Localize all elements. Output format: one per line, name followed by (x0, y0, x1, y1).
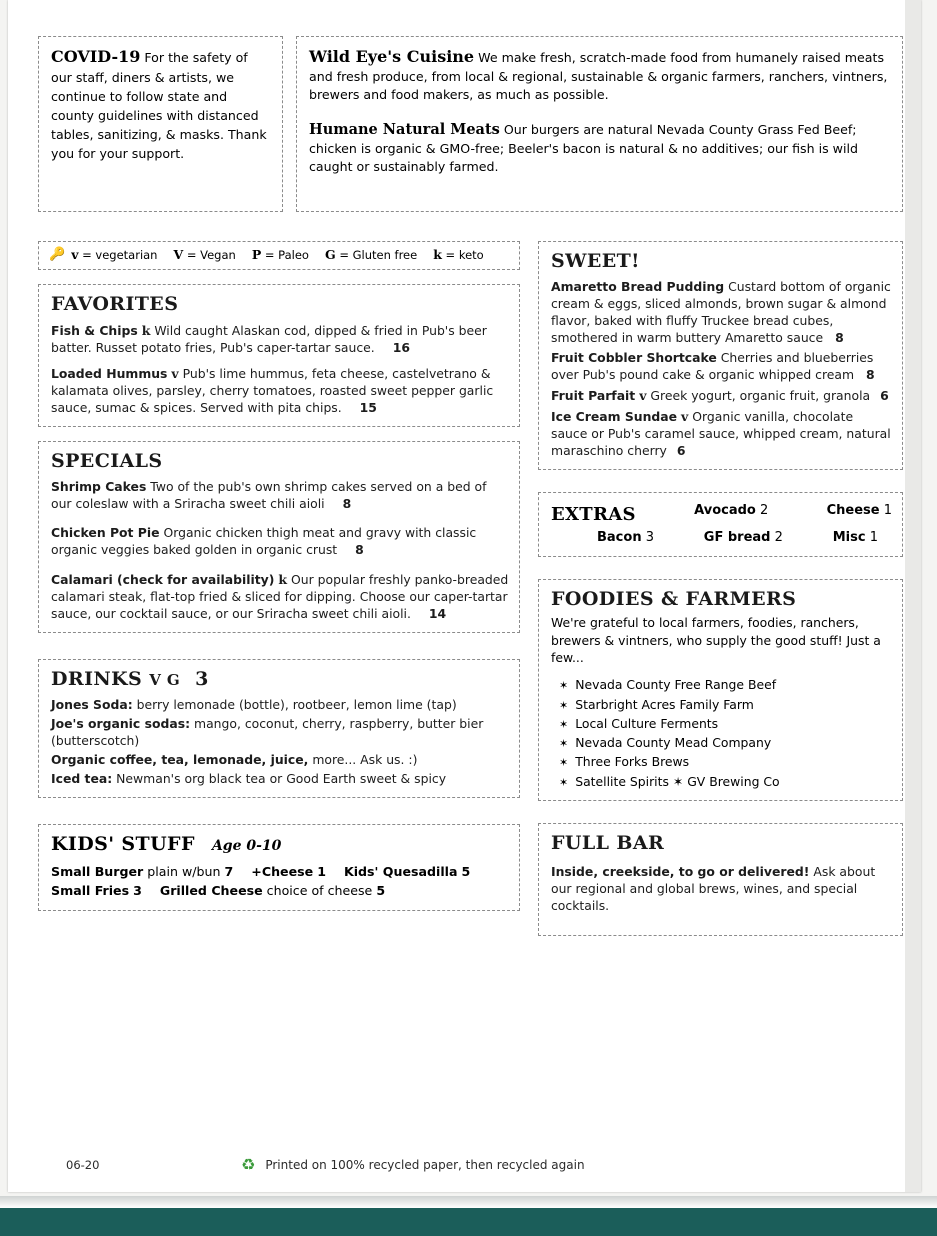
legend-box (38, 241, 520, 270)
legend-entry-paleo (252, 247, 309, 263)
item-name: Iced tea: (51, 770, 113, 786)
footer (38, 1155, 903, 1174)
list-item: ✶ Nevada County Mead Company (559, 733, 892, 752)
item-name: Small Fries (51, 883, 130, 899)
legend-label: = Paleo (264, 248, 309, 262)
kids-line-1 (51, 862, 509, 882)
extras-row-1 (551, 501, 892, 528)
sweet-section (538, 241, 903, 470)
item-mark: v (639, 387, 647, 403)
menu-item (51, 479, 509, 513)
item-desc: Organic vanilla, chocolate sauce or Pub's caramel sauce, whipped cream, natural maraschino cherry (551, 408, 891, 458)
item-mark: v (681, 408, 689, 424)
extras-item (827, 501, 892, 528)
item-name: Organic coffee, tea, lemonade, juice, (51, 751, 309, 767)
menu-sheet (8, 0, 921, 1192)
extras-item (704, 528, 783, 548)
item-desc: Newman's org black tea or Good Earth sweet & spicy (116, 770, 447, 786)
foodies-list (551, 675, 892, 790)
drinks-price: 3 (195, 667, 209, 690)
left-column (38, 241, 520, 911)
sweet-title: SWEET! (551, 250, 640, 272)
foodies-title: FOODIES & FARMERS (551, 588, 797, 611)
item-price: 15 (359, 399, 377, 415)
item-desc: plain w/bun (147, 863, 221, 879)
foodies-intro: We're grateful to local farmers, foodies, ranchers, brewers & vintners, who supply the good stuff! Just a few... (551, 615, 881, 666)
menu-item (51, 752, 509, 769)
item-desc: mango, coconut, cherry, raspberry, butter bier (butterscotch) (51, 715, 484, 748)
specials-section (38, 441, 520, 633)
page-right-gutter (905, 0, 921, 1192)
extras-item (597, 528, 654, 548)
kids-line-2 (51, 881, 509, 901)
cuisine-body: We make fresh, scratch-made food from humanely raised meats and fresh produce, from local & regional, sustainable & organic farmers, ranchers, vintners, brewers and food makers, as much as possible. (309, 50, 888, 103)
extras-item (694, 501, 768, 528)
item-price: 3 (133, 883, 142, 899)
extras-item (833, 528, 878, 548)
item-price: 5 (461, 863, 471, 879)
legend-symbol: G (324, 247, 336, 262)
menu-item (51, 716, 509, 750)
item-name: Chicken Pot Pie (51, 524, 160, 540)
item-price: 14 (428, 605, 447, 621)
item-name: Fruit Parfait (551, 387, 636, 403)
favorites-section (38, 284, 520, 427)
legend-entry-vegetarian (71, 247, 157, 263)
covid-note (38, 36, 283, 212)
favorites-title: FAVORITES (51, 292, 179, 315)
fullbar-lead: Inside, creekside, to go or delivered! (551, 863, 810, 879)
right-column (538, 241, 903, 936)
list-item: ✶ Nevada County Free Range Beef (559, 675, 892, 694)
item-price: 7 (224, 863, 234, 879)
item-name: Fish & Chips (51, 322, 138, 338)
menu-item (51, 365, 509, 417)
item-price: 2 (774, 529, 783, 545)
item-mark: k (141, 322, 151, 338)
item-name: Amaretto Bread Pudding (551, 279, 725, 294)
cuisine-note (296, 36, 903, 212)
item-desc: Custard bottom of organic cream & eggs, sliced almonds, brown sugar & almond flavor, baked with fluffy Truckee bread cubes, smothered in warm buttery Amaretto sauce (551, 279, 891, 345)
menu-content (38, 36, 903, 1156)
item-desc: Pub's lime hummus, feta cheese, castelvetrano & kalamata olives, parsley, cherry tomatoes, roasted sweet pepper garlic sauce, sumac & spices. Served with pita chips. (51, 365, 494, 415)
item-price: 1 (869, 529, 878, 545)
item-price: 16 (392, 339, 410, 355)
item-desc: Cherries and blueberries over Pub's pound cake & organic whipped cream (551, 349, 874, 382)
fullbar-text: Ask about our regional and global brews, wines, and special cocktails. (551, 863, 876, 913)
menu-item (551, 350, 892, 384)
legend-entry-glutenfree (325, 247, 417, 263)
item-mark: v (171, 365, 179, 381)
menu-item (551, 279, 892, 347)
menu-item (51, 525, 509, 559)
item-desc: choice of cheese (266, 883, 373, 899)
list-item: ✶ Starbright Acres Family Farm (559, 695, 892, 714)
item-name: Kids' Quesadilla (343, 863, 458, 879)
meats-body: Our burgers are natural Nevada County Grass Fed Beef; chicken is organic & GMO-free; Beeler's bacon is natural & no additives; our fish is wild caught or sustainably farmed. (309, 121, 858, 174)
fullbar-body (551, 864, 892, 915)
extras-title: EXTRAS (551, 503, 636, 525)
item-price: 6 (880, 387, 889, 403)
kids-header (51, 833, 509, 855)
legend-symbol: V (173, 247, 184, 262)
item-name: Small Burger (51, 863, 144, 879)
legend-entry-keto (433, 247, 484, 263)
item-price: 8 (866, 366, 875, 382)
legend-entry-vegan (173, 247, 235, 263)
item-price: 8 (355, 541, 364, 557)
kids-title: KIDS' STUFF (51, 832, 195, 855)
kids-section (38, 824, 520, 911)
item-price: 3 (645, 529, 654, 545)
menu-item (51, 571, 509, 623)
item-name: Misc (832, 529, 866, 545)
covid-title: COVID-19 (51, 47, 141, 66)
item-name: Jones Soda: (51, 696, 133, 712)
footer-note: Printed on 100% recycled paper, then recycled again (265, 1157, 585, 1172)
menu-item (551, 408, 892, 460)
item-price: 5 (376, 883, 386, 899)
menu-item (51, 697, 509, 714)
item-name: Shrimp Cakes (51, 478, 147, 494)
legend-label: = keto (445, 248, 484, 262)
drinks-title (51, 668, 509, 690)
item-price: 8 (835, 329, 844, 345)
list-item: ✶ Satellite Spirits ✶ GV Brewing Co (559, 772, 892, 791)
item-name: Avocado (694, 502, 756, 518)
legend-symbol: k (433, 247, 442, 262)
item-name: Ice Cream Sundae (551, 408, 678, 424)
item-desc: Greek yogurt, organic fruit, granola (650, 387, 871, 403)
item-name: Bacon (597, 529, 642, 545)
footer-date: 06-20 (66, 1157, 100, 1172)
item-desc: Organic chicken thigh meat and gravy with classic organic veggies baked golden in organic crust (51, 524, 477, 557)
item-name: GF bread (703, 529, 771, 545)
item-price: 6 (676, 442, 686, 458)
fullbar-title: FULL BAR (551, 831, 665, 854)
legend-label: = vegetarian (82, 248, 158, 262)
kids-age: Age 0-10 (211, 837, 282, 854)
item-name: +Cheese (251, 863, 314, 879)
cuisine-paragraph (309, 45, 892, 105)
item-name: Cheese (826, 502, 880, 518)
item-name: Calamari (check for availability) (51, 571, 275, 587)
bottom-bar-shade (0, 1196, 937, 1208)
meats-title: Humane Natural Meats (309, 120, 500, 138)
item-price: 8 (342, 495, 352, 511)
menu-item (51, 771, 509, 788)
item-price: 2 (759, 502, 769, 518)
recycle-icon: ♻ (241, 1155, 256, 1174)
item-name: Grilled Cheese (159, 883, 263, 899)
fullbar-section (538, 823, 903, 936)
item-name: Loaded Hummus (51, 365, 168, 381)
key-icon: 🔑 (49, 247, 66, 263)
meats-paragraph (309, 119, 892, 177)
legend-label: = Gluten free (339, 248, 418, 262)
drinks-section (38, 659, 520, 798)
item-desc: Two of the pub's own shrimp cakes served on a bed of our coleslaw with a Sriracha sweet chili aioli (51, 478, 487, 511)
menu-item (51, 322, 509, 357)
drinks-title-text: DRINKS (51, 667, 143, 690)
list-item: ✶ Local Culture Ferments (559, 714, 892, 733)
item-desc: Wild caught Alaskan cod, dipped & fried in Pub's beer batter. Russet potato fries, Pub's caper-tartar sauce. (51, 322, 487, 355)
item-mark: k (278, 571, 288, 587)
covid-body: For the safety of our staff, diners & artists, we continue to follow state and county guidelines with distanced tables, sanitizing, & masks. Thank you for your support. (51, 50, 267, 161)
item-desc: Our popular freshly panko-breaded calamari steak, flat-top fried & sliced for dipping. Choose our caper-tartar sauce, our cocktail sauce, or our Sriracha sweet chili aioli. (51, 571, 509, 621)
menu-item (551, 387, 892, 405)
bottom-bar (0, 1196, 937, 1236)
legend-label: = Vegan (186, 248, 236, 262)
legend-symbol: P (251, 247, 262, 262)
specials-title: SPECIALS (51, 449, 163, 472)
item-price: 1 (317, 863, 326, 879)
item-name: Joe's organic sodas: (51, 715, 191, 731)
item-price: 1 (883, 502, 892, 518)
foodies-section (538, 579, 903, 800)
list-item: ✶ Three Forks Brews (559, 752, 892, 771)
cuisine-title: Wild Eye's Cuisine (309, 47, 475, 66)
extras-section (538, 492, 903, 558)
legend-symbol: v (71, 247, 79, 262)
item-name: Fruit Cobbler Shortcake (551, 349, 717, 365)
drinks-marks: V G (149, 670, 181, 689)
extras-row-2 (551, 528, 892, 548)
item-desc: more... Ask us. :) (312, 751, 418, 767)
item-desc: berry lemonade (bottle), rootbeer, lemon lime (tap) (136, 696, 457, 712)
